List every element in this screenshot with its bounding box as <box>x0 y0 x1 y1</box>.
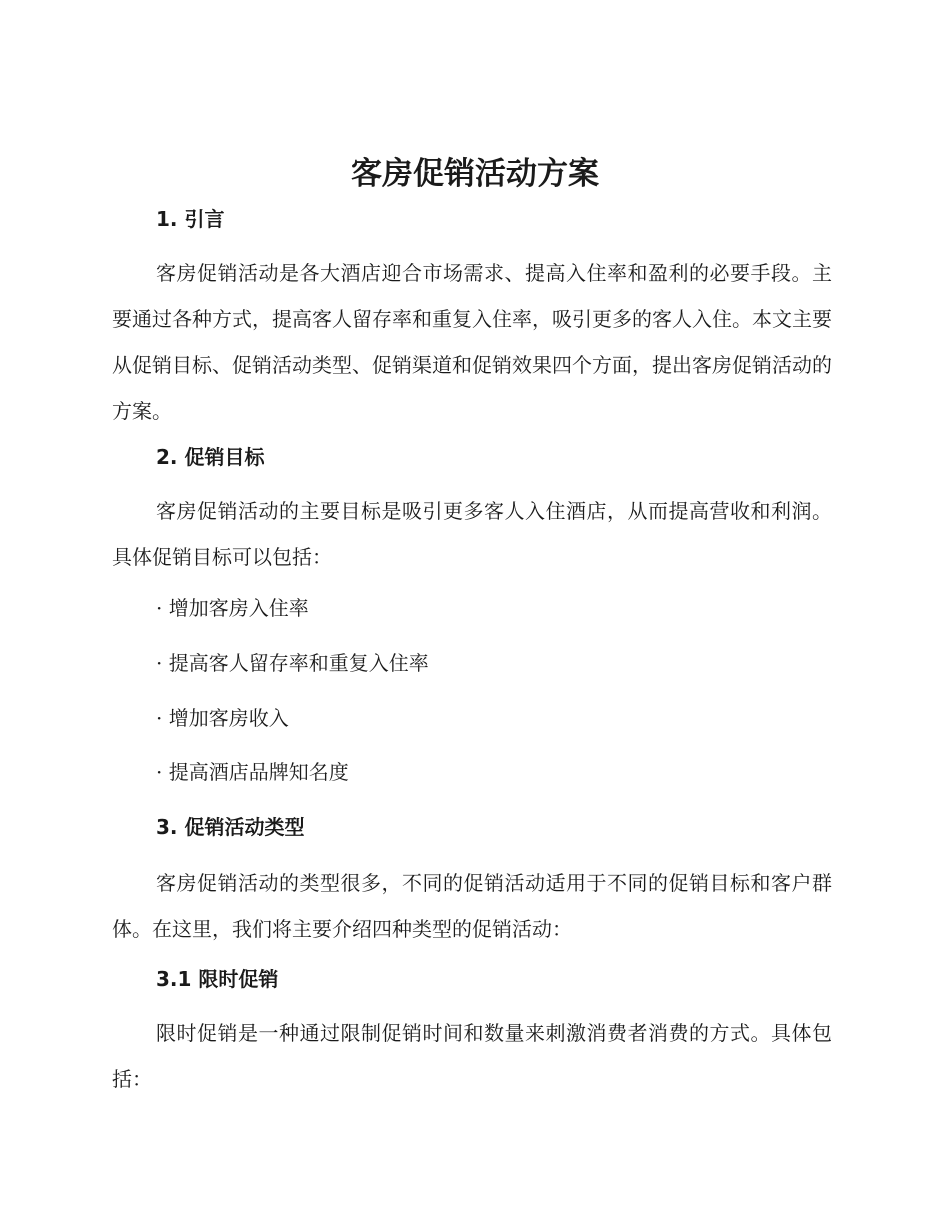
goals-paragraph: 客房促销活动的主要目标是吸引更多客人入住酒店，从而提高营收和利润。具体促销目标可以包括： <box>112 499 832 569</box>
limited-promotion-paragraph: 限时促销是一种通过限制促销时间和数量来刺激消费者消费的方式。具体包括： <box>112 1021 832 1091</box>
intro-paragraph: 客房促销活动是各大酒店迎合市场需求、提高入住率和盈利的必要手段。主要通过各种方式，提高客人留存率和重复入住率，吸引更多的客人入住。本文主要从促销目标、促销活动类型、促销渠道和促销效果四个方面，提出客房促销活动的方案。 <box>112 261 832 423</box>
goal-bullet-item: · 提高客人留存率和重复入住率 <box>156 651 429 675</box>
goal-bullet-item: · 增加客房入住率 <box>156 596 309 620</box>
types-paragraph: 客房促销活动的类型很多，不同的促销活动适用于不同的促销目标和客户群体。在这里，我们将主要介绍四种类型的促销活动： <box>112 871 832 941</box>
goal-bullet-item: · 增加客房收入 <box>156 706 289 730</box>
section-heading-types: 3. 促销活动类型 <box>156 815 305 839</box>
section-heading-intro: 1. 引言 <box>156 207 225 231</box>
document-title: 客房促销活动方案 <box>351 156 599 192</box>
goal-bullet-item: · 提高酒店品牌知名度 <box>156 760 349 784</box>
section-heading-goals: 2. 促销目标 <box>156 445 265 469</box>
section-heading-limited-promotion: 3.1 限时促销 <box>156 967 279 991</box>
